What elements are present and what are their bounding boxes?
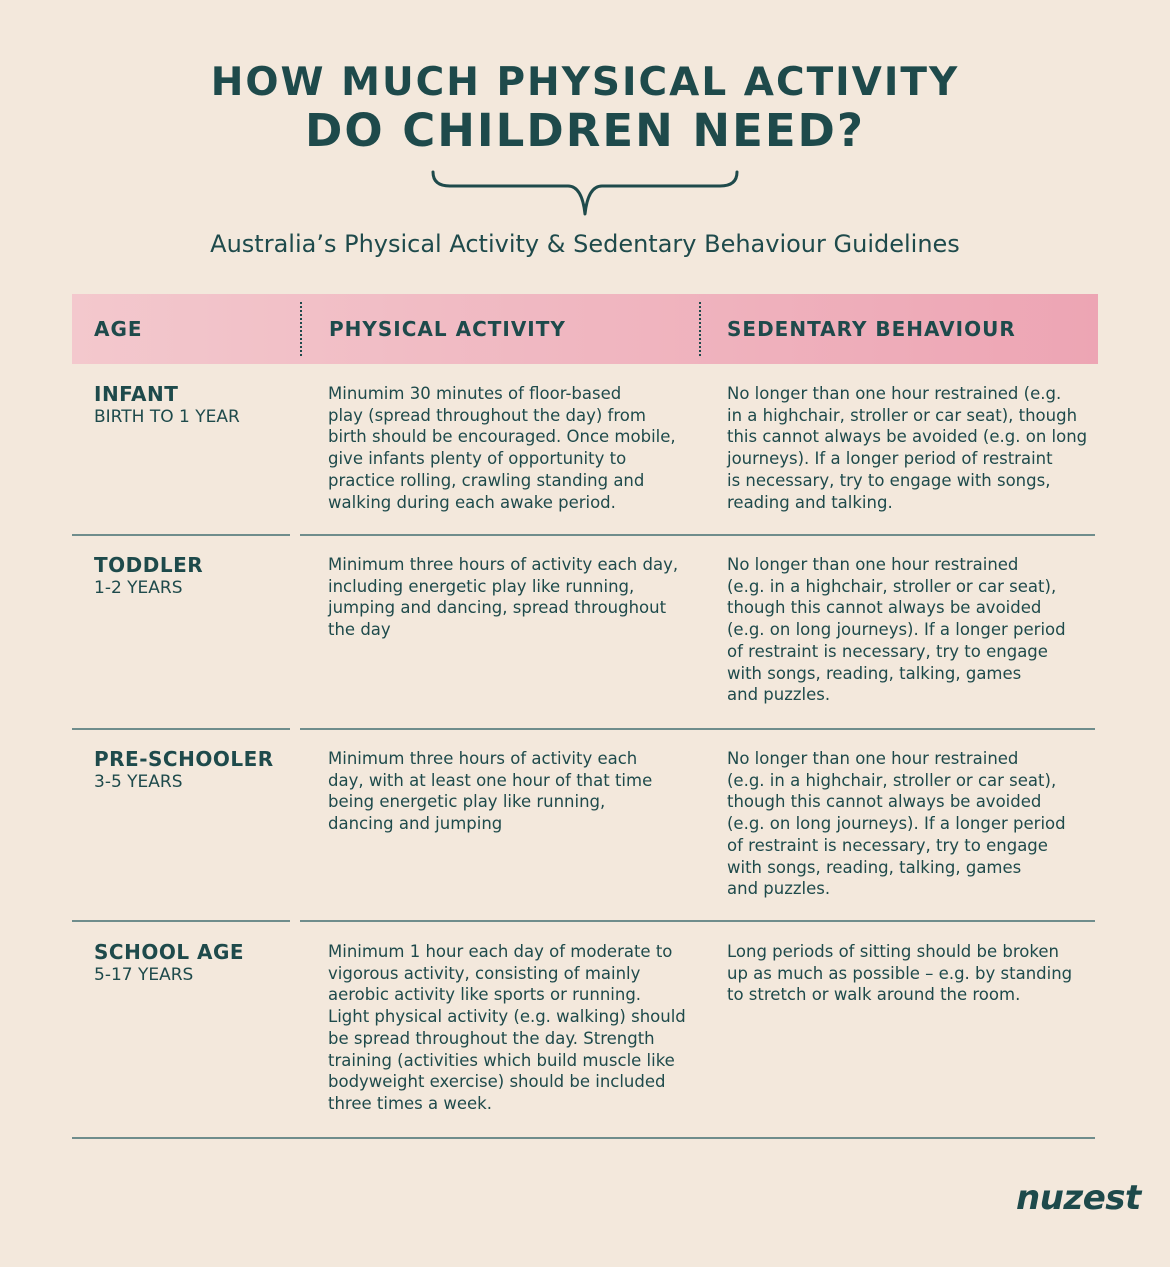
header-physical-activity: PHYSICAL ACTIVITY	[329, 317, 566, 341]
row-divider	[300, 728, 1095, 730]
age-range: BIRTH TO 1 YEAR	[94, 407, 240, 427]
title-line-1: HOW MUCH PHYSICAL ACTIVITY	[210, 60, 960, 105]
physical-activity-text: Minimum three hours of activity each day, including energetic play like running, jumping and dancing, spread throughout the day	[328, 555, 679, 640]
row-divider	[72, 920, 290, 922]
table-header	[72, 294, 1098, 364]
physical-activity-text: Minimum three hours of activity each day, with at least one hour of that time being energetic play like running, dancing and jumping	[328, 749, 653, 834]
age-range: 5-17 YEARS	[94, 965, 194, 985]
age-name: INFANT	[94, 382, 179, 406]
title-line-2: DO CHILDREN NEED?	[304, 104, 866, 157]
row-divider	[72, 534, 290, 536]
sedentary-behaviour-text: No longer than one hour restrained (e.g. in a highchair, stroller or car seat), though this cannot always be avoided (e.g. on long journeys). If a longer period of restraint is necessary, try to engage with songs, reading, talking, games and puzzles.	[727, 749, 1066, 899]
age-name: PRE-SCHOOLER	[94, 747, 274, 771]
header-sedentary-behaviour: SEDENTARY BEHAVIOUR	[727, 317, 1016, 341]
brace-divider	[430, 170, 740, 218]
age-range: 1-2 YEARS	[94, 578, 183, 598]
physical-activity-text: Minimum 1 hour each day of moderate to vigorous activity, consisting of mainly aerobic activity like sports or running. Light physical activity (e.g. walking) should be spread throughout the day. Strength training (activities which build muscle like bodyweight exercise) should be included three times a week.	[328, 942, 686, 1113]
nuzest-logo: nuzest	[1016, 1178, 1141, 1218]
header-age: AGE	[94, 317, 143, 341]
table-bottom-line	[72, 1137, 1095, 1139]
subtitle: Australia’s Physical Activity & Sedentary Behaviour Guidelines	[210, 230, 960, 258]
header-divider	[300, 302, 302, 356]
age-name: TODDLER	[94, 553, 204, 577]
row-divider	[72, 728, 290, 730]
age-range: 3-5 YEARS	[94, 772, 183, 792]
row-divider	[300, 534, 1095, 536]
header-divider	[699, 302, 701, 356]
sedentary-behaviour-text: No longer than one hour restrained (e.g. in a highchair, stroller or car seat), though this cannot always be avoided (e.g. on long journeys). If a longer period of restraint is necessary, try to engage with songs, reading and talking.	[727, 384, 1088, 512]
physical-activity-text: Minumim 30 minutes of floor-based play (spread throughout the day) from birth should be encouraged. Once mobile, give infants plenty of opportunity to practice rolling, crawling standing and walking during each awake period.	[328, 384, 676, 512]
sedentary-behaviour-text: Long periods of sitting should be broken up as much as possible – e.g. by standing to stretch or walk around the room.	[727, 942, 1073, 1005]
row-divider	[300, 920, 1095, 922]
age-name: SCHOOL AGE	[94, 940, 245, 964]
sedentary-behaviour-text: No longer than one hour restrained (e.g. in a highchair, stroller or car seat), though this cannot always be avoided (e.g. on long journeys). If a longer period of restraint is necessary, try to engage with songs, reading, talking, games and puzzles.	[727, 555, 1066, 705]
